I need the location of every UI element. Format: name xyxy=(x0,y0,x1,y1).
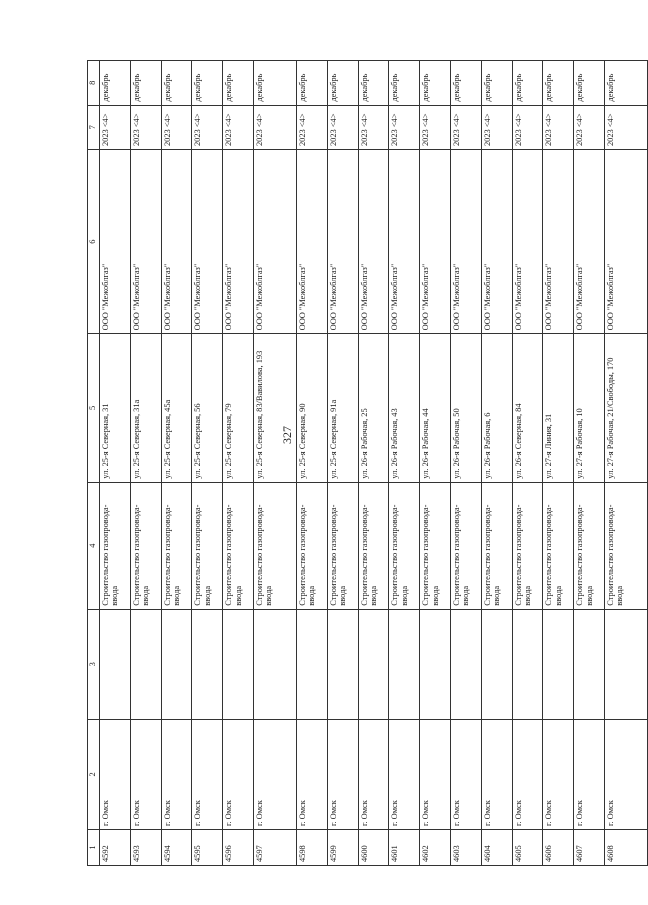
cell-work: Строительство газопровода-ввода xyxy=(161,482,192,609)
cell-month: декабрь xyxy=(100,61,131,106)
table-row xyxy=(253,61,296,866)
cell-city: г. Омск xyxy=(161,719,192,829)
cell-org: ООО "Межоблгаз" xyxy=(512,150,543,334)
cell-id: 4604 xyxy=(481,830,512,866)
cell-address: ул. 25-я Северная, 31 xyxy=(100,334,131,482)
cell-work: Строительство газопровода-ввода xyxy=(604,482,647,609)
cell-id: 4598 xyxy=(296,830,327,866)
cell-year: 2023 <4> xyxy=(481,105,512,149)
cell-year: 2023 <4> xyxy=(574,105,605,149)
cell-org: ООО "Межоблгаз" xyxy=(100,150,131,334)
table-row xyxy=(574,61,605,866)
table-row xyxy=(420,61,451,866)
cell-work: Строительство газопровода-ввода xyxy=(389,482,420,609)
cell-address: ул. 25-я Северная, 45а xyxy=(161,334,192,482)
cell-type xyxy=(161,609,192,719)
cell-work: Строительство газопровода-ввода xyxy=(223,482,254,609)
table-row xyxy=(100,61,131,866)
cell-year: 2023 <4> xyxy=(358,105,389,149)
cell-id: 4600 xyxy=(358,830,389,866)
table-row xyxy=(192,61,223,866)
cell-month: декабрь xyxy=(604,61,647,106)
cell-id: 4597 xyxy=(253,830,296,866)
cell-year: 2023 <4> xyxy=(389,105,420,149)
header-cell: 3 xyxy=(88,609,100,719)
cell-address: ул. 25-я Северная, 79 xyxy=(223,334,254,482)
cell-year: 2023 <4> xyxy=(161,105,192,149)
cell-work: Строительство газопровода-ввода xyxy=(543,482,574,609)
cell-address: ул. 25-я Северная, 91а xyxy=(327,334,358,482)
cell-type xyxy=(420,609,451,719)
cell-type xyxy=(192,609,223,719)
cell-work: Строительство газопровода-ввода xyxy=(512,482,543,609)
cell-type xyxy=(223,609,254,719)
cell-type xyxy=(358,609,389,719)
cell-month: декабрь xyxy=(223,61,254,106)
header-cell: 8 xyxy=(88,61,100,106)
cell-address: ул. 26-я Рабочая, 25 xyxy=(358,334,389,482)
table-row xyxy=(296,61,327,866)
cell-address: ул. 26-я Рабочая, 43 xyxy=(389,334,420,482)
table-row xyxy=(223,61,254,866)
cell-work: Строительство газопровода-ввода xyxy=(100,482,131,609)
cell-type xyxy=(450,609,481,719)
cell-work: Строительство газопровода-ввода xyxy=(130,482,161,609)
cell-type xyxy=(253,609,296,719)
cell-org: ООО "Межоблгаз" xyxy=(327,150,358,334)
cell-year: 2023 <4> xyxy=(296,105,327,149)
cell-year: 2023 <4> xyxy=(192,105,223,149)
cell-id: 4605 xyxy=(512,830,543,866)
cell-org: ООО "Межоблгаз" xyxy=(574,150,605,334)
rotated-table-container xyxy=(87,60,625,866)
cell-city: г. Омск xyxy=(253,719,296,829)
cell-city: г. Омск xyxy=(543,719,574,829)
cell-year: 2023 <4> xyxy=(420,105,451,149)
cell-month: декабрь xyxy=(543,61,574,106)
cell-org: ООО "Межоблгаз" xyxy=(481,150,512,334)
table-row xyxy=(450,61,481,866)
cell-city: г. Омск xyxy=(192,719,223,829)
cell-month: декабрь xyxy=(296,61,327,106)
cell-year: 2023 <4> xyxy=(327,105,358,149)
cell-address: ул. 27-я Рабочая, 21/Свободы, 170 xyxy=(604,334,647,482)
cell-address: ул. 27-я Линия, 31 xyxy=(543,334,574,482)
cell-city: г. Омск xyxy=(130,719,161,829)
table-row xyxy=(161,61,192,866)
cell-work: Строительство газопровода-ввода xyxy=(481,482,512,609)
cell-id: 4608 xyxy=(604,830,647,866)
cell-id: 4595 xyxy=(192,830,223,866)
cell-type xyxy=(327,609,358,719)
cell-type xyxy=(389,609,420,719)
cell-org: ООО "Межоблгаз" xyxy=(450,150,481,334)
cell-address: ул. 25-я Северная, 56 xyxy=(192,334,223,482)
cell-city: г. Омск xyxy=(604,719,647,829)
cell-city: г. Омск xyxy=(420,719,451,829)
rotated-table-area xyxy=(87,60,625,866)
cell-type xyxy=(130,609,161,719)
cell-month: декабрь xyxy=(389,61,420,106)
cell-month: декабрь xyxy=(130,61,161,106)
cell-city: г. Омск xyxy=(450,719,481,829)
cell-address: ул. 25-я Северная, 90 xyxy=(296,334,327,482)
cell-city: г. Омск xyxy=(327,719,358,829)
header-cell: 4 xyxy=(88,482,100,609)
cell-month: декабрь xyxy=(327,61,358,106)
cell-work: Строительство газопровода-ввода xyxy=(420,482,451,609)
table-row xyxy=(604,61,647,866)
table-row xyxy=(512,61,543,866)
cell-year: 2023 <4> xyxy=(543,105,574,149)
cell-city: г. Омск xyxy=(389,719,420,829)
cell-city: г. Омск xyxy=(481,719,512,829)
table-row xyxy=(543,61,574,866)
cell-org: ООО "Межоблгаз" xyxy=(420,150,451,334)
cell-year: 2023 <4> xyxy=(130,105,161,149)
cell-city: г. Омск xyxy=(223,719,254,829)
cell-month: декабрь xyxy=(481,61,512,106)
cell-month: декабрь xyxy=(192,61,223,106)
cell-year: 2023 <4> xyxy=(253,105,296,149)
cell-address: ул. 26-я Рабочая, 6 xyxy=(481,334,512,482)
cell-type xyxy=(296,609,327,719)
cell-type xyxy=(481,609,512,719)
cell-month: декабрь xyxy=(420,61,451,106)
cell-address: ул. 26-я Рабочая, 50 xyxy=(450,334,481,482)
cell-org: ООО "Межоблгаз" xyxy=(161,150,192,334)
cell-id: 4594 xyxy=(161,830,192,866)
cell-work: Строительство газопровода-ввода xyxy=(358,482,389,609)
header-cell: 7 xyxy=(88,105,100,149)
cell-address: ул. 27-я Рабочая, 10 xyxy=(574,334,605,482)
table-row xyxy=(481,61,512,866)
cell-city: г. Омск xyxy=(100,719,131,829)
header-cell: 6 xyxy=(88,150,100,334)
cell-type xyxy=(543,609,574,719)
cell-year: 2023 <4> xyxy=(512,105,543,149)
cell-work: Строительство газопровода-ввода xyxy=(296,482,327,609)
cell-month: декабрь xyxy=(253,61,296,106)
header-cell: 2 xyxy=(88,719,100,829)
cell-address: ул. 25-я Северная, 83/Вавилова, 193 xyxy=(253,334,296,482)
cell-id: 4601 xyxy=(389,830,420,866)
cell-id: 4593 xyxy=(130,830,161,866)
header-cell: 5 xyxy=(88,334,100,482)
cell-work: Строительство газопровода-ввода xyxy=(327,482,358,609)
cell-id: 4603 xyxy=(450,830,481,866)
cell-id: 4607 xyxy=(574,830,605,866)
cell-org: ООО "Межоблгаз" xyxy=(130,150,161,334)
cell-id: 4602 xyxy=(420,830,451,866)
cell-address: ул. 25-я Северная, 31а xyxy=(130,334,161,482)
cell-id: 4596 xyxy=(223,830,254,866)
cell-org: ООО "Межоблгаз" xyxy=(389,150,420,334)
table-row xyxy=(327,61,358,866)
cell-work: Строительство газопровода-ввода xyxy=(450,482,481,609)
register-table xyxy=(87,60,648,866)
cell-work: Строительство газопровода-ввода xyxy=(253,482,296,609)
cell-id: 4592 xyxy=(100,830,131,866)
cell-month: декабрь xyxy=(512,61,543,106)
cell-city: г. Омск xyxy=(358,719,389,829)
header-cell: 1 xyxy=(88,830,100,866)
cell-org: ООО "Межоблгаз" xyxy=(296,150,327,334)
cell-city: г. Омск xyxy=(512,719,543,829)
cell-org: ООО "Межоблгаз" xyxy=(253,150,296,334)
header-row xyxy=(88,61,100,866)
cell-year: 2023 <4> xyxy=(604,105,647,149)
table-row xyxy=(130,61,161,866)
cell-year: 2023 <4> xyxy=(223,105,254,149)
cell-type xyxy=(100,609,131,719)
cell-type xyxy=(512,609,543,719)
cell-month: декабрь xyxy=(450,61,481,106)
cell-year: 2023 <4> xyxy=(450,105,481,149)
cell-month: декабрь xyxy=(358,61,389,106)
cell-id: 4599 xyxy=(327,830,358,866)
cell-org: ООО "Межоблгаз" xyxy=(543,150,574,334)
cell-type xyxy=(574,609,605,719)
cell-org: ООО "Межоблгаз" xyxy=(223,150,254,334)
cell-id: 4606 xyxy=(543,830,574,866)
cell-work: Строительство газопровода-ввода xyxy=(574,482,605,609)
cell-month: декабрь xyxy=(161,61,192,106)
cell-org: ООО "Межоблгаз" xyxy=(604,150,647,334)
cell-city: г. Омск xyxy=(296,719,327,829)
cell-address: ул. 26-я Северная, 84 xyxy=(512,334,543,482)
cell-org: ООО "Межоблгаз" xyxy=(358,150,389,334)
table-row xyxy=(358,61,389,866)
cell-address: ул. 26-я Рабочая, 44 xyxy=(420,334,451,482)
cell-year: 2023 <4> xyxy=(100,105,131,149)
cell-org: ООО "Межоблгаз" xyxy=(192,150,223,334)
table-row xyxy=(389,61,420,866)
cell-month: декабрь xyxy=(574,61,605,106)
page-number: 327 xyxy=(280,426,294,444)
cell-type xyxy=(604,609,647,719)
cell-work: Строительство газопровода-ввода xyxy=(192,482,223,609)
cell-city: г. Омск xyxy=(574,719,605,829)
